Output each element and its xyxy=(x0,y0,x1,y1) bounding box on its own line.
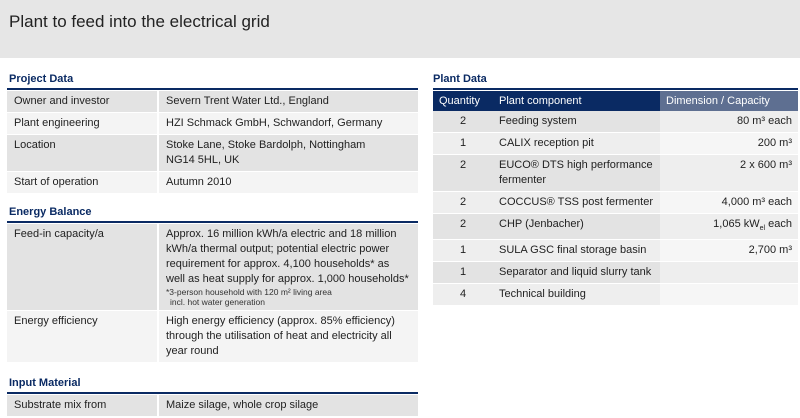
table-row xyxy=(7,395,418,417)
start-value: Autumn 2010 xyxy=(158,172,418,194)
plant-qty: 1 xyxy=(433,133,493,155)
feedin-line: Approx. 16 million kWh/a electric and 18 million xyxy=(166,228,397,240)
table-row xyxy=(7,311,418,363)
location-line: NG14 5HL, UK xyxy=(166,154,240,166)
plant-component-line: fermenter xyxy=(499,174,547,186)
table-row xyxy=(433,133,798,155)
plant-qty: 4 xyxy=(433,284,493,306)
plant-qty: 2 xyxy=(433,192,493,214)
plant-component: SULA GSC final storage basin xyxy=(493,240,660,262)
plant-component-line: EUCO® DTS high performance xyxy=(499,159,653,171)
plant-dimension xyxy=(660,262,798,284)
input-material-rule xyxy=(7,392,418,394)
table-row xyxy=(7,113,418,135)
project-data-table xyxy=(7,91,418,194)
table-row xyxy=(433,262,798,284)
efficiency-line: year round xyxy=(166,345,219,357)
plant-dimension: 80 m³ each xyxy=(660,111,798,133)
plant-qty: 2 xyxy=(433,214,493,240)
plant-component: CHP (Jenbacher) xyxy=(493,214,660,240)
table-row xyxy=(7,172,418,194)
start-label: Start of operation xyxy=(7,172,158,194)
engineering-label: Plant engineering xyxy=(7,113,158,135)
project-data-rule xyxy=(7,88,418,90)
chp-power-subscript: el xyxy=(759,225,766,233)
plant-data-table xyxy=(433,91,798,306)
table-row xyxy=(433,111,798,133)
chp-power: 1,065 kW xyxy=(713,218,760,230)
feedin-line: requirement for approx. 4,100 households* as xyxy=(166,258,390,270)
plant-data-rule xyxy=(433,88,798,90)
plant-header-row xyxy=(433,91,798,111)
feedin-footnote: *3-person household with 120 m² living area xyxy=(166,287,332,297)
feedin-line: well as heat supply for approx. 1,000 households* xyxy=(166,273,409,285)
plant-qty: 2 xyxy=(433,111,493,133)
table-row xyxy=(433,240,798,262)
feedin-label: Feed-in capacity/a xyxy=(7,224,158,311)
dimension-header: Dimension / Capacity xyxy=(660,91,798,111)
plant-dimension xyxy=(660,284,798,306)
substrate-value: Maize silage, whole crop silage xyxy=(158,395,418,417)
location-value xyxy=(158,135,418,172)
engineering-value: HZI Schmack GmbH, Schwandorf, Germany xyxy=(158,113,418,135)
plant-component: Technical building xyxy=(493,284,660,306)
input-material-title: Input Material xyxy=(9,377,81,389)
energy-balance-table xyxy=(7,224,418,363)
table-row xyxy=(433,192,798,214)
energy-balance-rule xyxy=(7,221,418,223)
project-data-title: Project Data xyxy=(9,73,74,85)
location-line: Stoke Lane, Stoke Bardolph, Nottingham xyxy=(166,139,366,151)
component-header: Plant component xyxy=(493,91,660,111)
table-row xyxy=(7,91,418,113)
plant-dimension: 4,000 m³ each xyxy=(660,192,798,214)
plant-qty: 1 xyxy=(433,240,493,262)
table-row xyxy=(433,284,798,306)
plant-qty: 1 xyxy=(433,262,493,284)
plant-component: Feeding system xyxy=(493,111,660,133)
substrate-label: Substrate mix from xyxy=(7,395,158,417)
plant-component: CALIX reception pit xyxy=(493,133,660,155)
efficiency-value xyxy=(158,311,418,363)
page-header xyxy=(0,0,800,58)
plant-component: Separator and liquid slurry tank xyxy=(493,262,660,284)
plant-dimension: 200 m³ xyxy=(660,133,798,155)
table-row xyxy=(7,224,418,311)
owner-value: Severn Trent Water Ltd., England xyxy=(158,91,418,113)
plant-dimension xyxy=(660,214,798,240)
plant-qty: 2 xyxy=(433,155,493,192)
page-title: Plant to feed into the electrical grid xyxy=(9,12,270,31)
plant-dimension: 2,700 m³ xyxy=(660,240,798,262)
quantity-header: Quantity xyxy=(433,91,493,111)
plant-component: COCCUS® TSS post fermenter xyxy=(493,192,660,214)
efficiency-line: High energy efficiency (approx. 85% efficiency) xyxy=(166,315,395,327)
table-row xyxy=(7,135,418,172)
feedin-footnote: incl. hot water generation xyxy=(170,297,265,307)
location-label: Location xyxy=(7,135,158,172)
input-material-table xyxy=(7,395,418,417)
feedin-value xyxy=(158,224,418,311)
efficiency-line: through the utilisation of heat and electricity all xyxy=(166,330,392,342)
efficiency-label: Energy efficiency xyxy=(7,311,158,363)
chp-power-tail: each xyxy=(765,218,792,230)
plant-data-title: Plant Data xyxy=(433,73,487,85)
feedin-line: kWh/a thermal output; potential electric power xyxy=(166,243,390,255)
plant-dimension: 2 x 600 m³ xyxy=(660,155,798,192)
plant-component xyxy=(493,155,660,192)
table-row xyxy=(433,155,798,192)
energy-balance-title: Energy Balance xyxy=(9,206,92,218)
table-row xyxy=(433,214,798,240)
owner-label: Owner and investor xyxy=(7,91,158,113)
